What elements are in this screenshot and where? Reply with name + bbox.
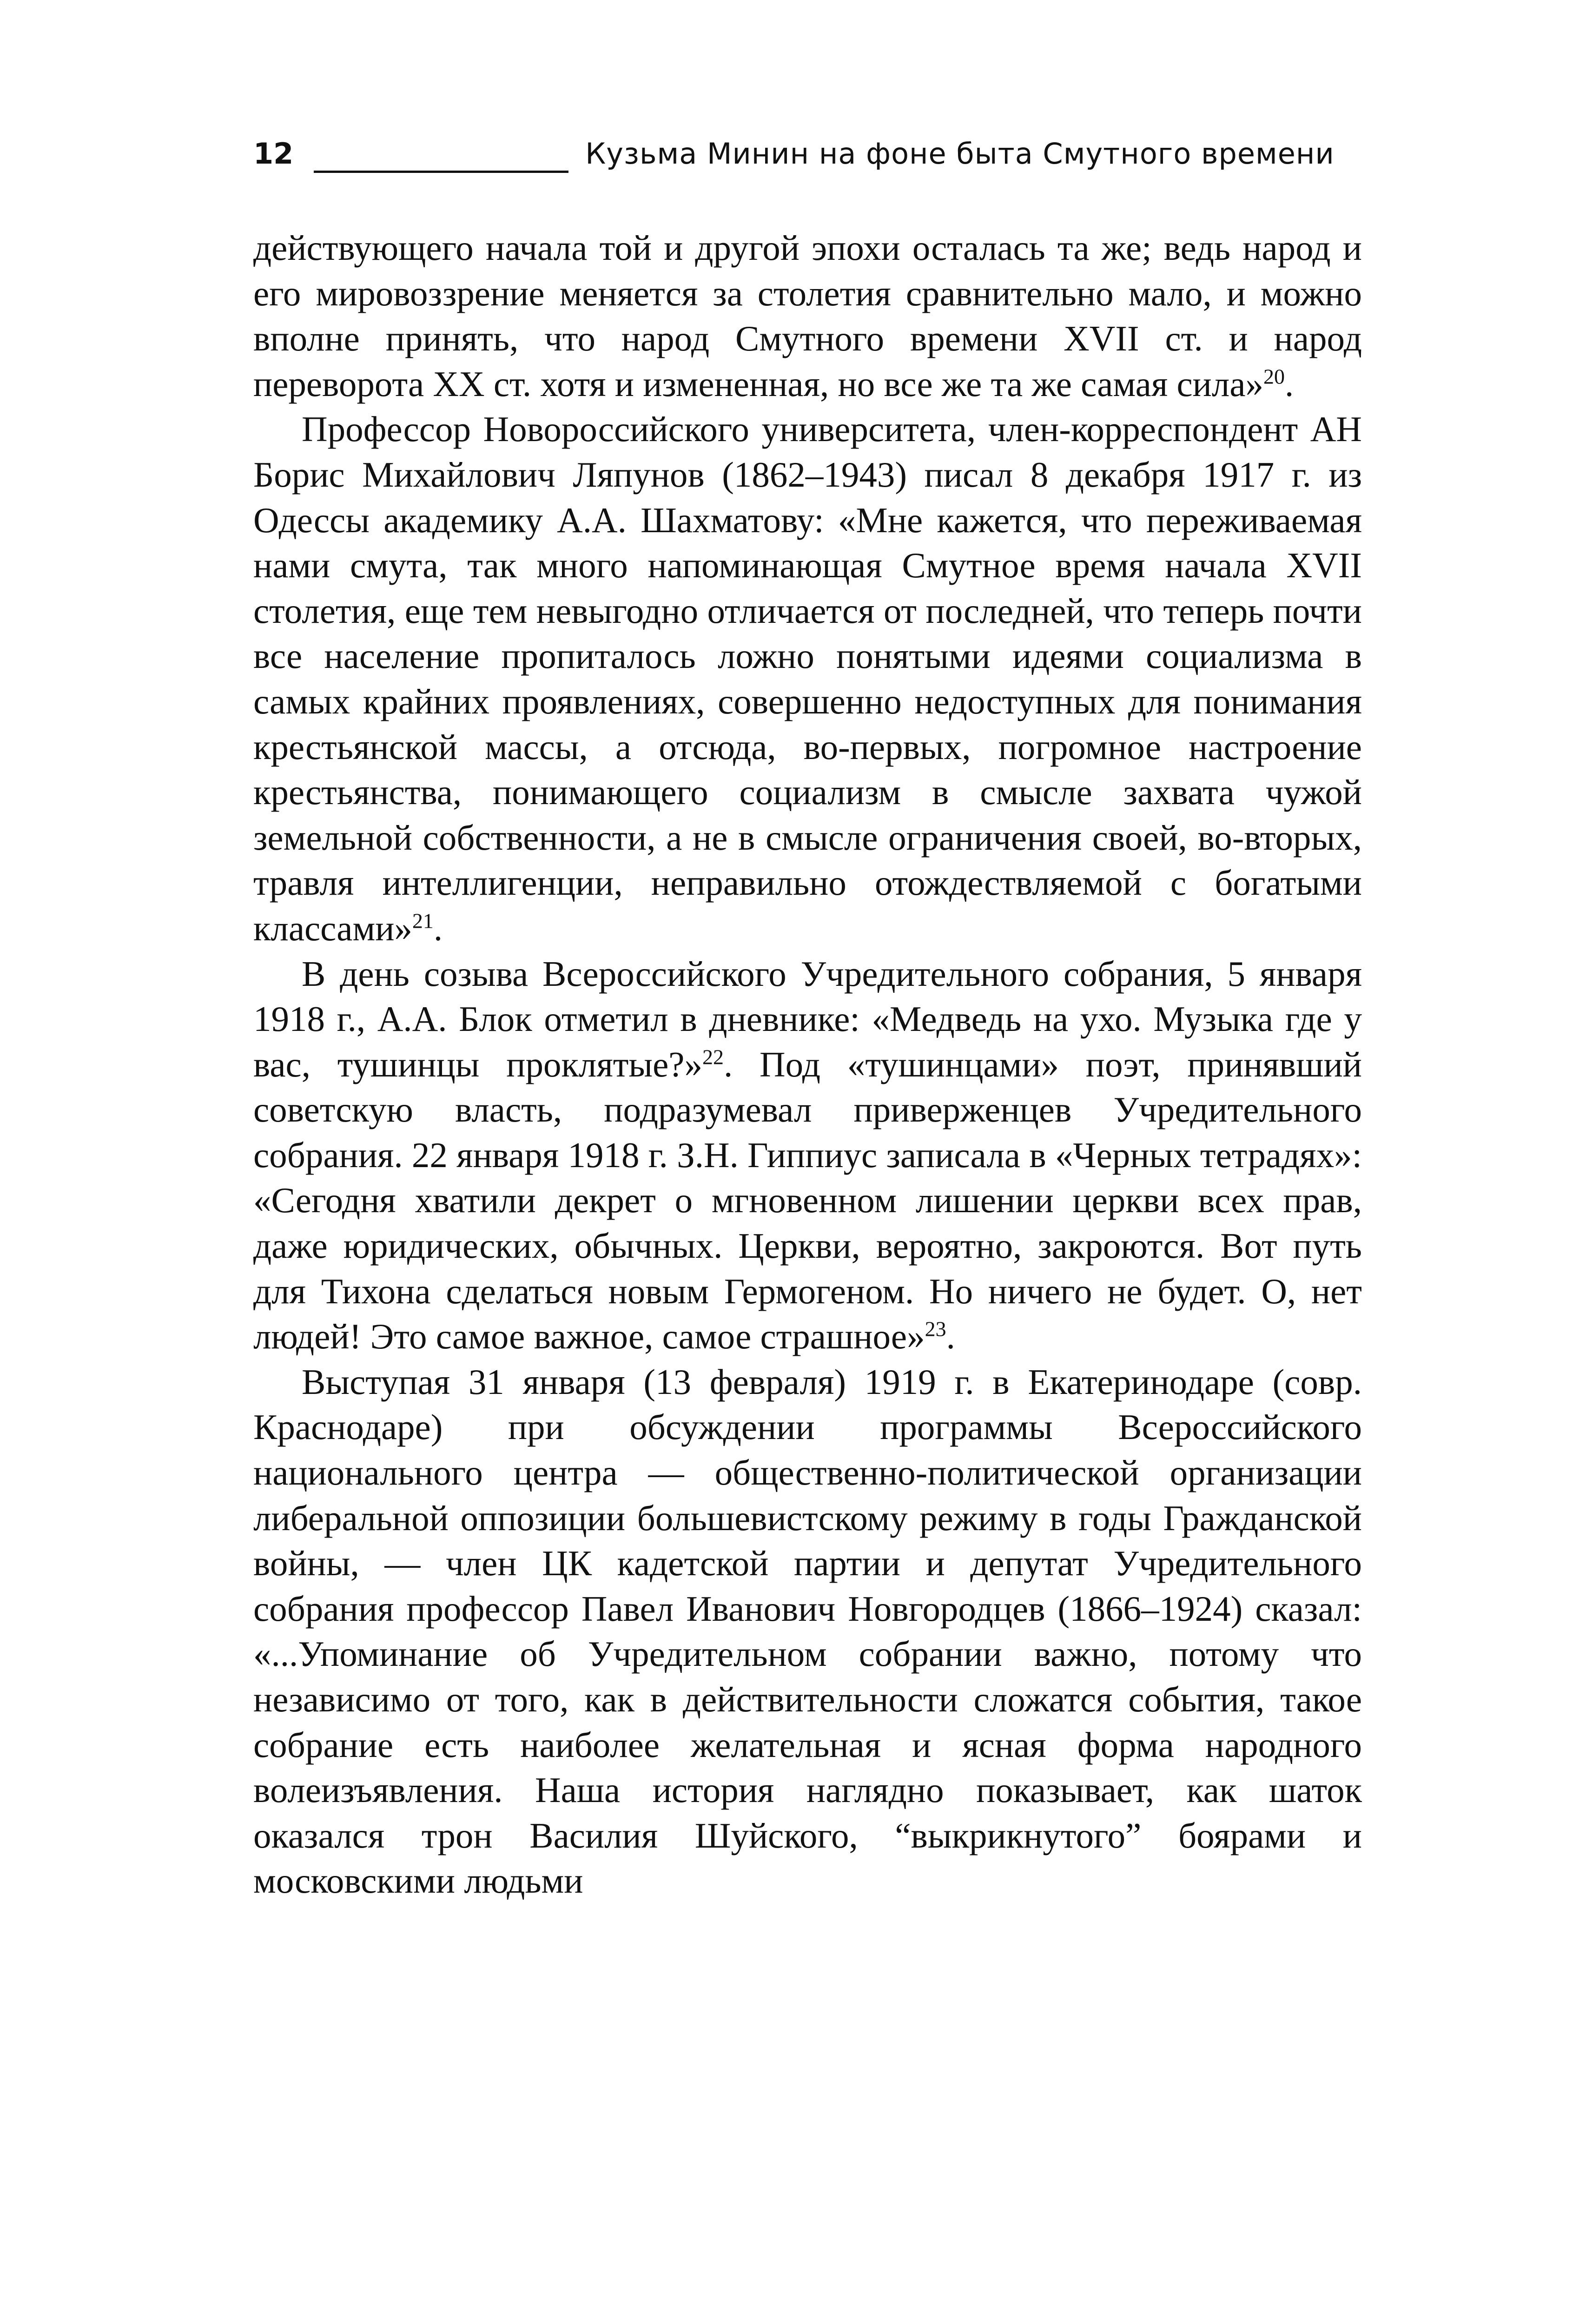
paragraph-3 (253, 951, 1362, 1360)
footnote-ref-22: 22 (702, 1045, 724, 1069)
paragraph-2 (253, 407, 1362, 951)
page-number: 12 (253, 137, 294, 171)
footnote-ref-23: 23 (925, 1317, 946, 1341)
paragraph-3-tail: . Под «тушинцами» поэт, принявший советскую власть, подразумевал приверженцев Учредительного собрания. 22 января 1918 г. З.Н. Гиппиус записала в «Черных тетрадях»: «Сегодня хватили декрет о мгновенном лишении церкви всех прав, даже юридических, обычных. Церкви, вероятно, закроются. Вот путь для Тихона сделаться новым Гермогеном. Но ничего не будет. О, нет людей! Это самое важное, самое страшное» (253, 1044, 1362, 1357)
paragraph-1 (253, 225, 1362, 407)
paragraph-3-text: В день созыва Всероссийского Учредительного собрания, 5 января 1918 г., А.А. Блок отметил в дневнике: «Медведь на ухо. Музыка где у вас, тушинцы проклятые?» (253, 953, 1362, 1084)
paragraph-1-tail: . (1285, 363, 1294, 404)
paragraph-2-text: Профессор Новороссийского университета, член-корреспондент АН Борис Михайлович Ляпунов (1862–1943) писал 8 декабря 1917 г. из Одессы академику А.А. Шахматову: «Мне кажется, что переживаемая нами смута, так много напоминающая Смутное время начала XVII столетия, еще тем невыгодно отличается от последней, что теперь почти все население пропиталось ложно понятыми идеями социализма в самых крайних проявлениях, совершенно недоступных для понимания крестьянской массы, а отсюда, во-первых, погромное настроение крестьянства, понимающего социализм в смысле захвата чужой земельной собственности, а не в смысле ограничения своей, во-вторых, травля интеллигенции, неправильно отождествляемой с богатыми классами» (253, 409, 1362, 948)
footnote-ref-20: 20 (1263, 364, 1285, 389)
paragraph-1-text: действующего начала той и другой эпохи осталась та же; ведь народ и его мировоззрение меняется за столетия сравнительно мало, и можно вполне принять, что народ Смутного времени XVII ст. и народ переворота XX ст. хотя и измененная, но все же та же самая сила» (253, 228, 1362, 404)
header-rule (314, 171, 568, 173)
footnote-ref-21: 21 (412, 909, 434, 933)
paragraph-2-tail: . (433, 908, 443, 948)
book-page (253, 139, 1362, 1904)
paragraph-3-tail-2: . (946, 1316, 955, 1357)
running-header (253, 139, 1362, 191)
running-title: Кузьма Минин на фоне быта Смутного времени (585, 137, 1335, 171)
paragraph-4-text: Выступая 31 января (13 февраля) 1919 г. в Екатеринодаре (совр. Краснодаре) при обсуждении программы Всероссийского национального центра — общественно-политической организации либеральной оппозиции большевистскому режиму в годы Гражданской войны, — член ЦК кадетской партии и депутат Учредительного собрания профессор Павел Иванович Новгородцев (1866–1924) сказал: «...Упоминание об Учредительном собрании важно, потому что независимо от того, как в действительности сложатся события, такое собрание есть наиболее желательная и ясная форма народного волеизъявления. Наша история наглядно показывает, как шаток оказался трон Василия Шуйского, “выкрикнутого” боярами и московскими людьми (253, 1361, 1362, 1901)
body-text (253, 225, 1362, 1904)
paragraph-4 (253, 1360, 1362, 1904)
